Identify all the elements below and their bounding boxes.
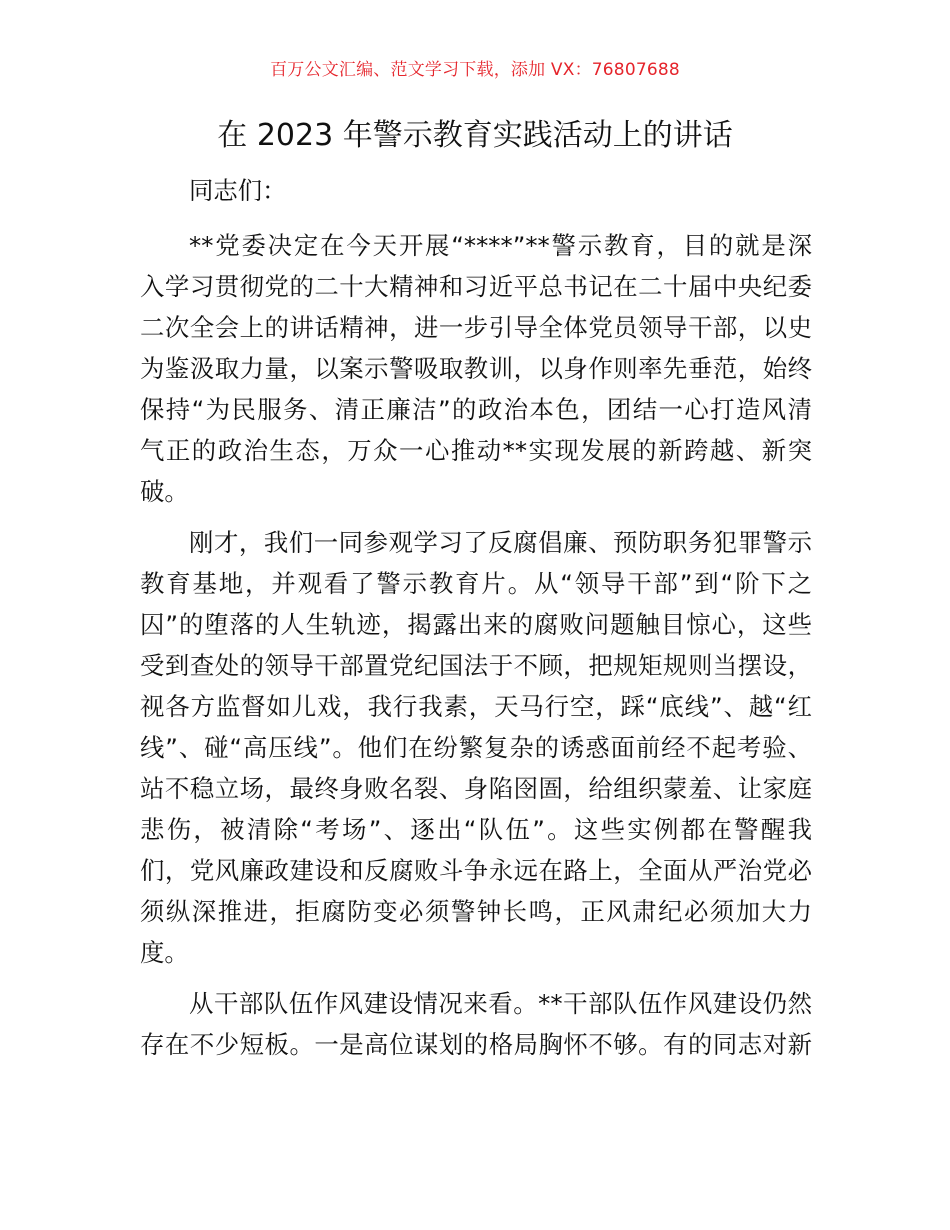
- paragraph-line: 线”、碰“高压线”。他们在纷繁复杂的诱惑面前经不起考验、: [140, 733, 812, 762]
- paragraph-line: 视各方监督如儿戏，我行我素，天马行空，踩“底线”、越“红: [140, 692, 812, 721]
- paragraph-line: 站不稳立场，最终身败名裂、身陷囹圄，给组织蒙羞、让家庭: [140, 774, 812, 803]
- paragraph-line: 教育基地，并观看了警示教育片。从“领导干部”到“阶下之: [140, 569, 812, 598]
- paragraph-line: 们，党风廉政建设和反腐败斗争永远在路上，全面从严治党必: [140, 856, 812, 885]
- paragraph-line: 破。: [140, 477, 189, 506]
- paragraph-line: 气正的政治生态，万众一心推动**实现发展的新跨越、新突: [140, 436, 812, 465]
- paragraph-line: 保持“为民服务、清正廉洁”的政治本色，团结一心打造风清: [140, 395, 812, 424]
- document-body: [140, 170, 812, 1075]
- paragraph-line: 二次全会上的讲话精神，进一步引导全体党员领导干部，以史: [140, 313, 812, 342]
- paragraph-line: 入学习贯彻党的二十大精神和习近平总书记在二十届中央纪委: [140, 272, 812, 301]
- paragraph-3: [140, 983, 812, 1065]
- paragraph-line: 存在不少短板。一是高位谋划的格局胸怀不够。有的同志对新: [140, 1030, 812, 1059]
- paragraph-line: 受到查处的领导干部置党纪国法于不顾，把规矩规则当摆设，: [140, 651, 812, 680]
- document-title: 在 2023 年警示教育实践活动上的讲话: [217, 118, 733, 153]
- paragraph-line: 度。: [140, 938, 189, 967]
- paragraph-line: **党委决定在今天开展“****”**警示教育，目的就是深: [189, 231, 812, 260]
- paragraph-line: 从干部队伍作风建设情况来看。**干部队伍作风建设仍然: [189, 989, 812, 1018]
- watermark-header-note: 百万公文汇编、范文学习下载，添加 VX：76807688: [270, 60, 680, 80]
- paragraph-line: 悲伤，被清除“考场”、逐出“队伍”。这些实例都在警醒我: [140, 815, 812, 844]
- paragraph-line: 刚才，我们一同参观学习了反腐倡廉、预防职务犯罪警示: [189, 528, 812, 557]
- paragraph-2: [140, 522, 812, 973]
- paragraph-line: 为鉴汲取力量，以案示警吸取教训，以身作则率先垂范，始终: [140, 354, 812, 383]
- paragraph-line: 须纵深推进，拒腐防变必须警钟长鸣，正风肃纪必须加大力: [140, 897, 812, 926]
- salutation: 同志们：: [189, 176, 287, 205]
- paragraph-1: [140, 225, 812, 512]
- paragraph-line: 囚”的堕落的人生轨迹，揭露出来的腐败问题触目惊心，这些: [140, 610, 812, 639]
